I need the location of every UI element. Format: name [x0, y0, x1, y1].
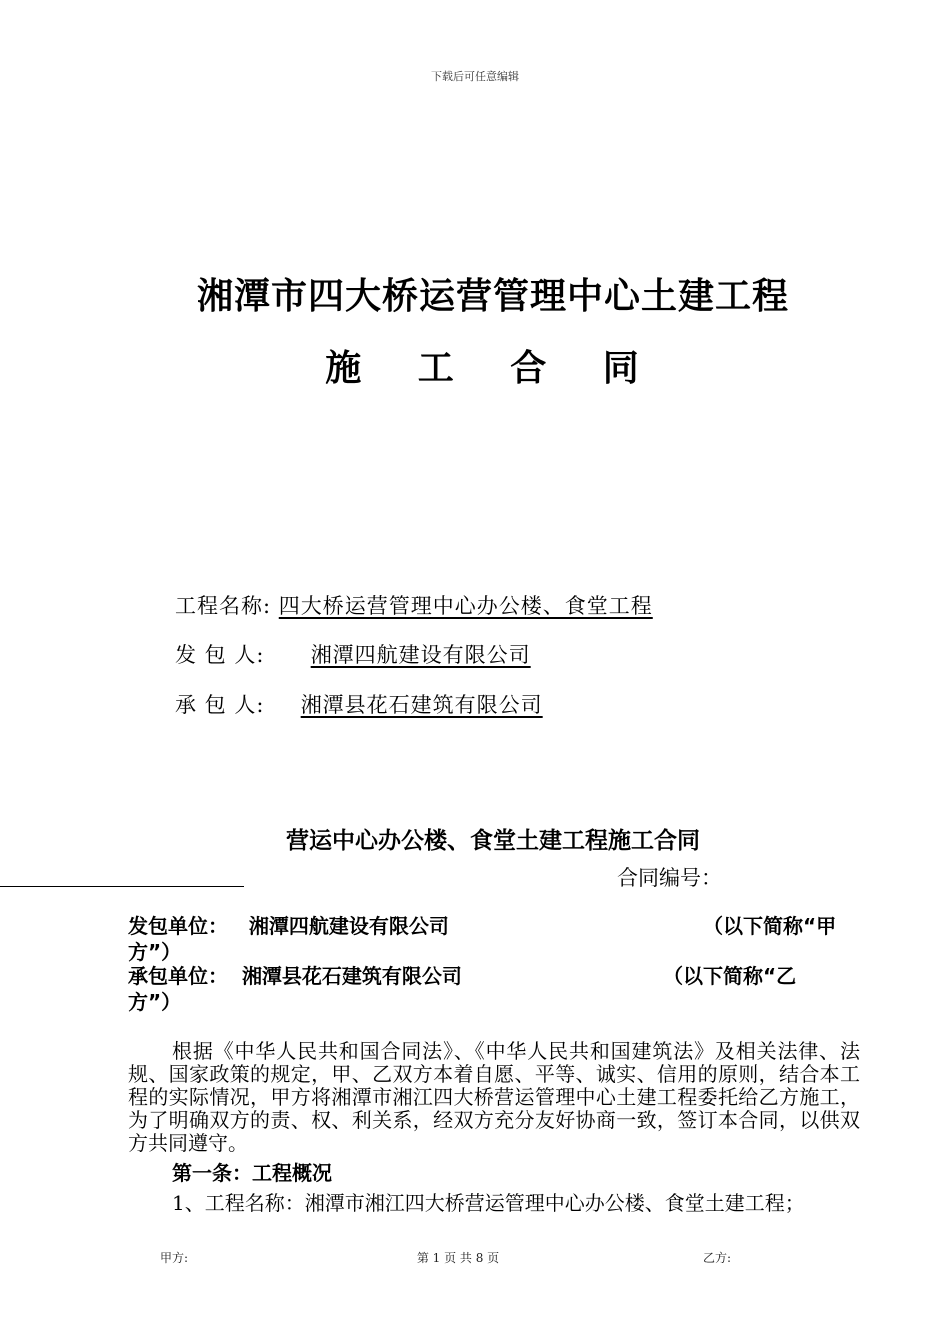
party-b-label: 承包单位：: [128, 964, 228, 988]
employer-row: [175, 639, 531, 669]
employer-label: 发 包 人:: [175, 643, 265, 667]
contractor-row: [175, 689, 543, 719]
party-b: [128, 963, 863, 1015]
party-b-abbr-cont: 方”）: [128, 990, 182, 1014]
contractor-label: 承 包 人:: [175, 693, 265, 717]
party-a-name: 湘潭四航建设有限公司: [248, 914, 449, 938]
party-a-label: 发包单位：: [128, 914, 228, 938]
party-b-name: 湘潭县花石建筑有限公司: [241, 964, 462, 988]
cover-subtitle: 施 工 合 同: [325, 348, 661, 389]
article-1-item-1: 1、工程名称：湘潭市湘江四大桥营运管理中心办公楼、食堂土建工程；: [172, 1191, 805, 1215]
party-a-abbr: （以下简称“甲: [703, 914, 837, 938]
employer-value: 湘潭四航建设有限公司: [310, 643, 531, 667]
article-1-title: 第一条：工程概况: [172, 1161, 332, 1185]
cover-title: 湘潭市四大桥运营管理中心土建工程: [196, 276, 789, 317]
party-b-abbr: （以下简称“乙: [663, 964, 797, 988]
footer-party-a: 甲方:: [160, 1251, 189, 1265]
header-note: 下载后可任意编辑: [431, 70, 519, 83]
footer-party-b: 乙方:: [703, 1251, 732, 1265]
contract-number-label: 合同编号：: [617, 866, 722, 890]
contractor-value: 湘潭县花石建筑有限公司: [300, 693, 543, 717]
footer-page-number: 第 1 页 共 8 页: [416, 1251, 500, 1265]
project-name-label: 工程名称:: [175, 594, 272, 618]
preamble-paragraph: 根据《中华人民共和国合同法》、《中华人民共和国建筑法》及相关法律、法规、国家政策的规定，甲、乙双方本着自愿、平等、诚实、信用的原则，结合本工程的实际情况，甲方将湘潭市湘江四大桥营运管理中心土建工程委托给乙方施工，为了明确双方的责、权、利关系，经双方充分友好协商一致，签订本合同，以供双方共同遵守。: [128, 1039, 860, 1155]
project-name-value: 四大桥运营管理中心办公楼、食堂工程: [278, 594, 653, 618]
party-a-abbr-cont: 方”）: [128, 940, 182, 964]
project-name-row: [175, 590, 653, 620]
contract-number-rule: [0, 886, 244, 887]
party-a: [128, 913, 863, 965]
contract-subtitle: 营运中心办公楼、食堂土建工程施工合同: [286, 828, 700, 854]
